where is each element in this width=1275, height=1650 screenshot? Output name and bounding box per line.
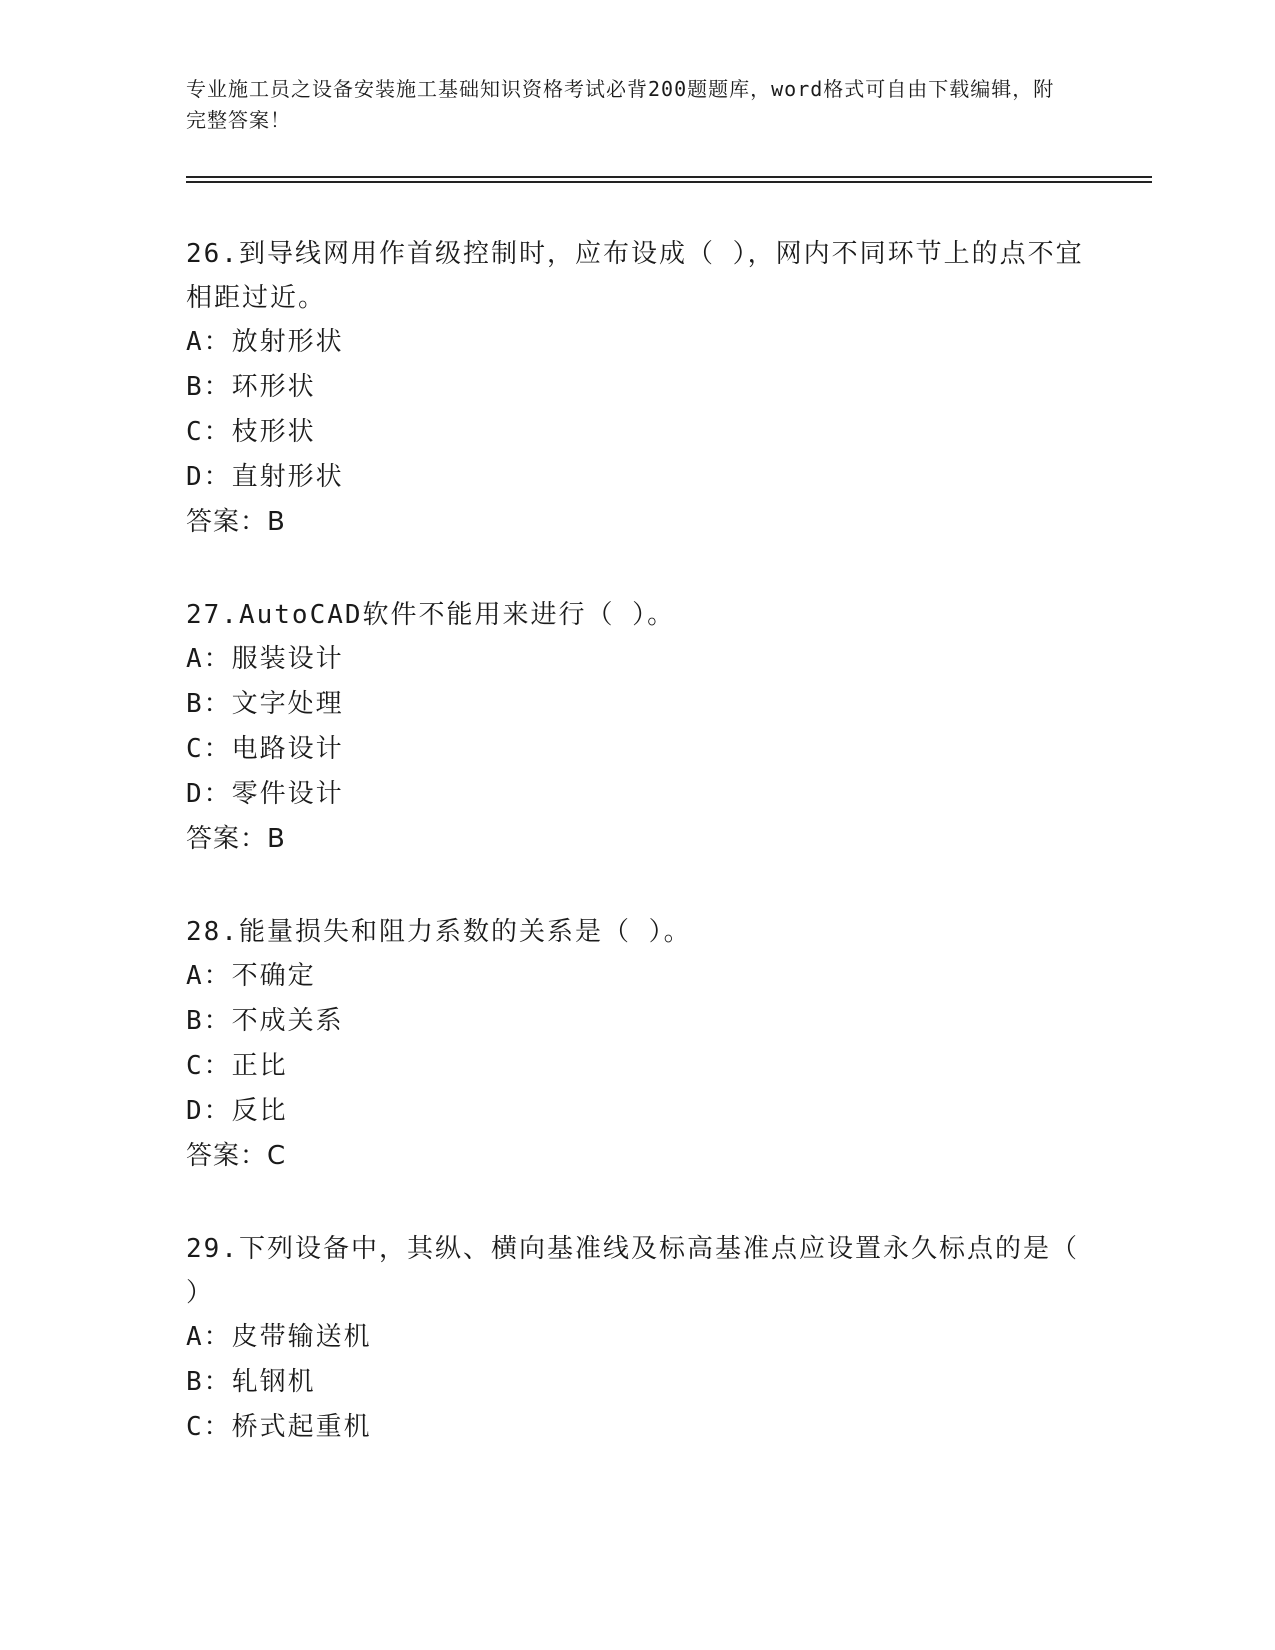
option-d: D：零件设计	[186, 779, 344, 809]
option-d: D：反比	[186, 1096, 288, 1126]
question-28	[186, 910, 1086, 1179]
answer: 答案：B	[186, 507, 286, 537]
option-b: B：环形状	[186, 372, 316, 402]
question-text: 28.能量损失和阻力系数的关系是（ ）。	[186, 917, 692, 947]
answer: 答案：C	[186, 1141, 287, 1171]
option-c: C：枝形状	[186, 417, 316, 447]
header-divider-bottom	[186, 181, 1152, 183]
option-c: C：电路设计	[186, 734, 344, 764]
option-b: B：文字处理	[186, 689, 344, 719]
option-d: D：直射形状	[186, 462, 344, 492]
option-c: C：桥式起重机	[186, 1412, 372, 1442]
option-b: B：轧钢机	[186, 1367, 316, 1397]
question-29	[186, 1227, 1086, 1450]
option-a: A：不确定	[186, 961, 316, 991]
document-header: 专业施工员之设备安装施工基础知识资格考试必背200题题库，word格式可自由下载编辑，附完整答案！	[186, 77, 1055, 132]
answer: 答案：B	[186, 824, 286, 854]
question-text: 27.AutoCAD软件不能用来进行（ ）。	[186, 600, 676, 630]
question-text: 26.到导线网用作首级控制时，应布设成（ ），网内不同环节上的点不宜相距过近。	[186, 239, 1084, 313]
option-a: A：皮带输送机	[186, 1322, 372, 1352]
header-divider-top	[186, 176, 1152, 178]
question-26	[186, 232, 1086, 545]
option-b: B：不成关系	[186, 1006, 344, 1036]
option-a: A：服装设计	[186, 644, 344, 674]
option-a: A：放射形状	[186, 327, 344, 357]
option-c: C：正比	[186, 1051, 288, 1081]
question-27	[186, 593, 1086, 862]
question-text: 29.下列设备中，其纵、横向基准线及标高基准点应设置永久标点的是（ ）	[186, 1234, 1079, 1308]
question-list	[186, 232, 1086, 1498]
